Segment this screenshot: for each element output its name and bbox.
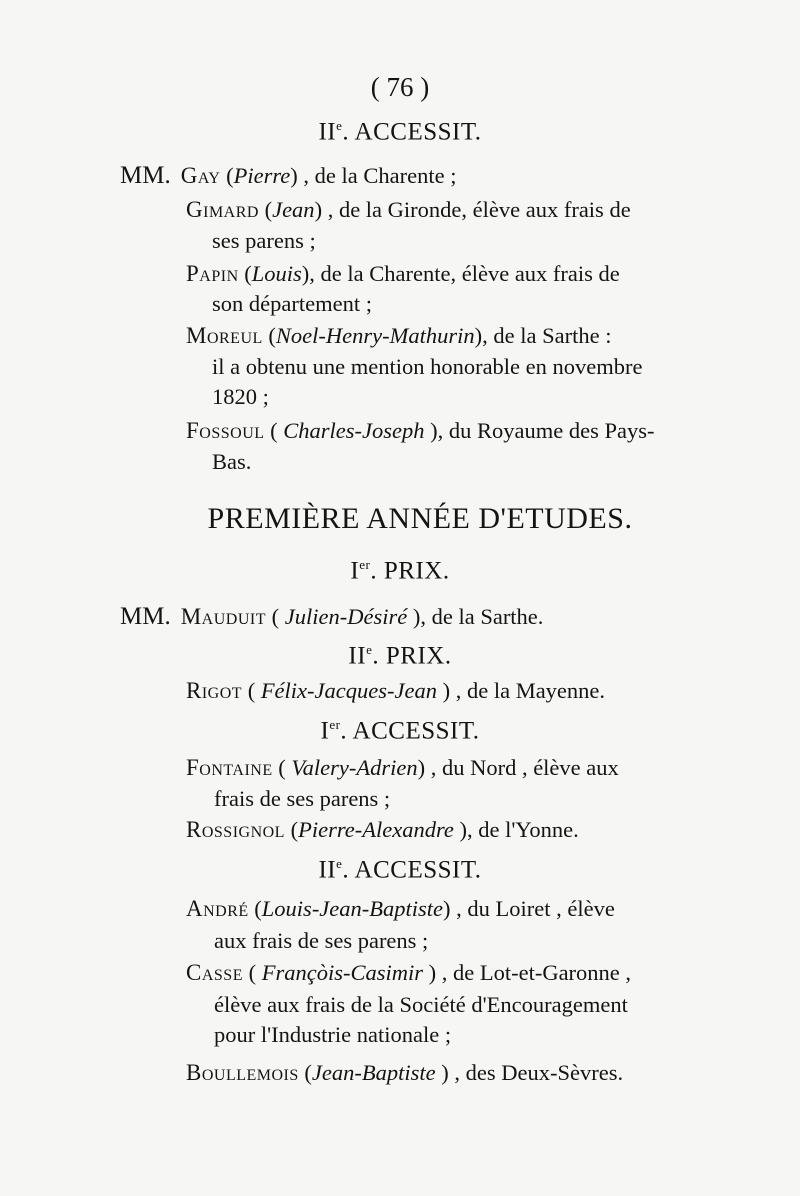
entry-moreul: Moreul (Noel-Henry-Mathurin), de la Sarthe : [186, 323, 612, 348]
entry-casse-cont2: pour l'Industrie nationale ; [214, 1022, 452, 1047]
entry-moreul-cont1: il a obtenu une mention honorable en novembre [212, 354, 643, 379]
entry-papin-cont: son département ; [212, 291, 372, 316]
entry-casse-cont1: élève aux frais de la Société d'Encouragement [214, 992, 628, 1017]
entry-gay: MM. Gay (Pierre) , de la Charente ; [120, 162, 457, 189]
entry-andre: André (Louis-Jean-Baptiste) , du Loiret , élève [186, 896, 615, 921]
entry-rossignol: Rossignol (Pierre-Alexandre ), de l'Yonne. [186, 817, 579, 842]
heading-first-prize: Ier. PRIX. [350, 557, 450, 585]
entry-gimard-cont: ses parens ; [212, 228, 316, 253]
entry-gimard: Gimard (Jean) , de la Gironde, élève aux frais de [186, 197, 631, 222]
entry-boullemois: Boullemois (Jean-Baptiste ) , des Deux-Sèvres. [186, 1060, 624, 1085]
entry-fontaine: Fontaine ( Valery-Adrien) , du Nord , élève aux [186, 755, 619, 780]
entry-papin: Papin (Louis), de la Charente, élève aux frais de [186, 261, 620, 286]
heading-second-prize: IIe. PRIX. [348, 642, 452, 670]
entry-fossoul-cont: Bas. [212, 449, 252, 474]
entry-fossoul: Fossoul ( Charles-Joseph ), du Royaume des Pays- [186, 418, 655, 443]
entry-rigot: Rigot ( Félix-Jacques-Jean ) , de la Mayenne. [186, 678, 606, 703]
entry-mauduit: MM. Mauduit ( Julien-Désiré ), de la Sarthe. [120, 603, 544, 630]
page-number: ( 76 ) [370, 72, 430, 102]
entry-andre-cont: aux frais de ses parens ; [214, 928, 429, 953]
section-title: PREMIÈRE ANNÉE D'ETUDES. [207, 502, 633, 535]
entry-casse: Casse ( Françòis-Casimir ) , de Lot-et-Garonne , [186, 960, 632, 985]
heading-first-accessit: Ier. ACCESSIT. [320, 717, 480, 745]
heading-second-accessit: IIe. ACCESSIT. [318, 118, 482, 146]
entry-moreul-cont2: 1820 ; [212, 384, 269, 409]
entry-fontaine-cont: frais de ses parens ; [214, 786, 391, 811]
heading-second-accessit-b: IIe. ACCESSIT. [318, 856, 482, 884]
